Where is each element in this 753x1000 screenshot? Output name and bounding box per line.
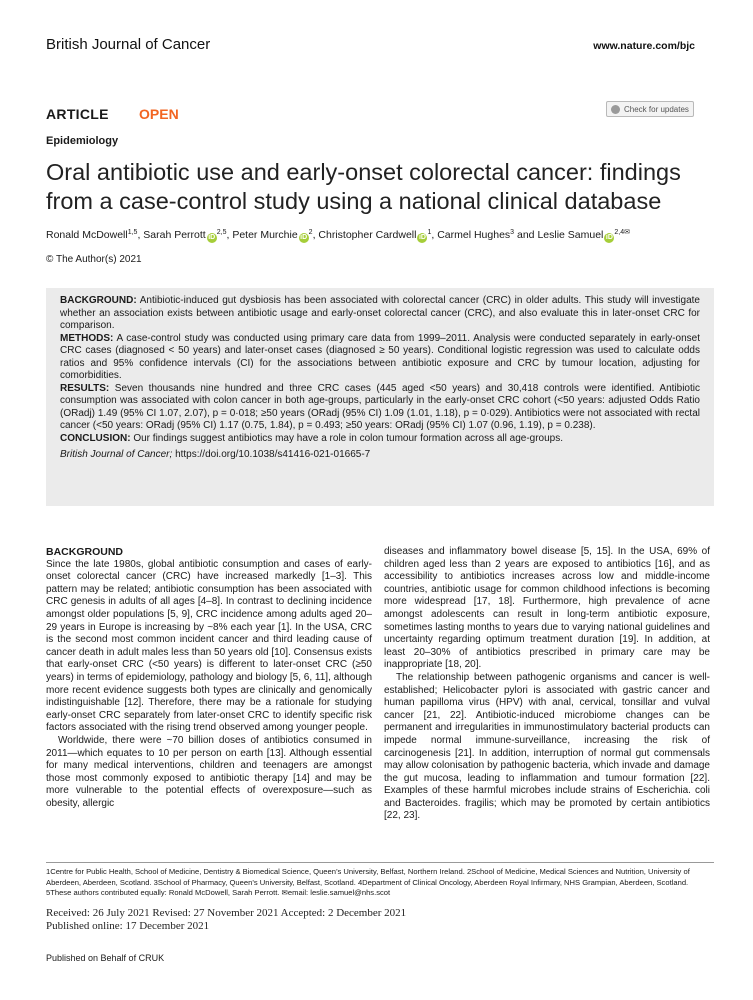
body-paragraph: diseases and inflammatory bowel disease [5, 15]. In the USA, 69% of children aged less than 2 years are exposed to antibiotics [16], and as accessibility to antibiotics increases across low and middle-income countries, antibiotic usage for common childhood infections is becoming more widespread [17, 18]. Furthermore, high prevalence of acne amongst adolescents can result in long-term antibiotic exposure, sometimes lasting months to years due to varying national guidelines and uncertainty regarding optimum treatment duration [19]. In addition, at least 20–30% of antibiotics prescribed in primary care may be inappropriate [18, 20]. <box>384 546 710 671</box>
affiliations-footnote: 1Centre for Public Health, School of Medicine, Dentistry & Biomedical Science, Queen’s University, Belfast, Northern Ireland. 2School of Medicine, Medical Sciences and Nutrition, University of Aberdeen, Aberdeen, Scotland. 3School of Pharmacy, Queen’s University, Belfast, Scotland. 4Department of Clinical Oncology, Aberdeen Royal Infirmary, NHS Grampian, Aberdeen, Scotland. 5These authors contributed equally: Ronald McDowell, Sarah Perrott. ✉email: leslie.samuel@nhs.scot <box>46 867 690 897</box>
author-name[interactable]: Leslie Samuel <box>537 229 604 241</box>
author-affiliation: 1,5 <box>127 229 138 236</box>
update-badge-icon <box>611 105 620 114</box>
abstract-conclusion: CONCLUSION: Our findings suggest antibiotics may have a role in colon tumour formation across all age-groups. <box>60 432 564 444</box>
orcid-icon[interactable]: iD <box>418 234 426 241</box>
publisher-note: Published on Behalf of CRUK <box>46 953 165 963</box>
abstract-methods: METHODS: A case-control study was conducted using primary care data from 1999–2011. Analysis were conducted separately in early-onset CRC cases (diagnosed < 50 years) and later-onset cases (diagnosed ≥ 50 years). Conditional logistic regression was used to calculate odds ratios and 95% confidence intervals (CI) for the associations between antibiotic exposure and CRC by tumour location, adjusting for comorbidities. <box>60 332 700 381</box>
journal-url[interactable]: www.nature.com/bjc <box>593 40 695 52</box>
copyright-notice: © The Author(s) 2021 <box>46 254 142 265</box>
section-heading: BACKGROUND <box>46 546 123 558</box>
footnote-divider <box>46 862 714 863</box>
author-name[interactable]: Christopher Cardwell <box>318 229 417 241</box>
check-for-updates-button[interactable] <box>606 101 694 117</box>
body-paragraph: The relationship between pathogenic organisms and cancer is well-established; Helicobacter pylori is associated with gastric cancer and human papilloma virus (HPV) with anal, cervical, tonsillar and vulval cancer [21, 22]. Antibiotic-induced microbiome changes can be permanent and irregularities in immunostimulatory bacterial products can impede normal immune-surveillance, increasing the risk of carcinogenesis [21]. In addition, interruption of normal gut commensals may allow colonisation by pathogenic bacteria, which invade and damage the gut mucosa, leading to inflammation and tumour formation [22]. Examples of these harmful microbes include strains of Escherichia. coli and Bacteroides. fragilis; which may be promoted by certain antibiotics [22, 23]. <box>384 671 710 822</box>
article-title: Oral antibiotic use and early-onset colorectal cancer: findings from a case-control study using a national clinical database <box>46 159 681 214</box>
publication-dates <box>46 907 406 932</box>
author-affiliation: 2,5 <box>216 229 227 236</box>
body-paragraph: Since the late 1980s, global antibiotic consumption and cases of early-onset colorectal cancer (CRC) have increased markedly [1–3]. This pattern may be related; antibiotic consumption has been associated with CRC genesis in adults of all ages [4–8]. In contrast to declining incidence amongst older populations [5, 9], CRC incidence among adults aged 20–29 years in Europe is increasing by ~8% each year [1]. In the USA, CRC is the second most common incident cancer and third leading cause of cancer death in adult males less than 50 years old [10]. Consensus exists that early-onset CRC (<50 years) is different to later-onset CRC (≥50 years) in terms of epidemiology, pathology and biology [5, 6, 11], although more recent evidence suggests both types are clinically and genomically indistinguishable [12]. Therefore, there may be a rationale for studying early-onset CRC separately from later-onset CRC to identify specific risk factors associated with the rising trend observed among younger people. <box>46 558 372 734</box>
journal-name: British Journal of Cancer <box>46 36 211 53</box>
open-access-label: OPEN <box>139 106 179 122</box>
abstract-box <box>46 288 714 506</box>
orcid-icon[interactable]: iD <box>605 234 613 241</box>
abstract-results: RESULTS: Seven thousands nine hundred and three CRC cases (445 aged <50 years) and 30,418 controls were identified. Antibiotic consumption was associated with colon cancer in both age-groups, particularly in the early-onset CRC cohort (<50 years: adjusted Odds Ratio (ORadj) 1.49 (95% CI 1.07, 2.07), p = 0·018; ≥50 years (ORadj (95% CI) 1.09 (1.01, 1.18), p = 0·029). Antibiotics were not associated with rectal cancer (<50 years: ORadj (95% CI) 1.17 (0.75, 1.84), p = 0.493; ≥50 years: ORadj (95% CI) 1.07 (0.96, 1.19), p = 0.238). <box>60 382 700 431</box>
author-name[interactable]: Sarah Perrott <box>143 229 206 241</box>
subject-label: Epidemiology <box>46 135 119 147</box>
author-list: Ronald McDowell$^{1,5}$, Sarah Perrott iD$^{2,5}$, Peter Murchie $iD^2$, Christopher Cardwell $iD^1$, Carmel Hughes$^3$ and Leslie Samuel $iD^{2,4✉}$ <box>46 229 630 241</box>
orcid-icon[interactable]: iD <box>208 234 216 241</box>
author-name[interactable]: Peter Murchie <box>232 229 298 241</box>
abstract-background: BACKGROUND: Antibiotic-induced gut dysbiosis has been associated with colorectal cancer (CRC) in older adults. This study will investigate whether an association exists between antibiotic usage and early-onset colorectal cancer (CRC), and also evaluate this in later-onset CRC for comparison. <box>60 295 700 331</box>
body-paragraph: Worldwide, there were ~70 billion doses of antibiotics consumed in 2011—which equates to 10 per person on earth [13]. Although essential for many medical interventions, children and teenagers are amongst those most commonly exposed to antibiotic therapy [14] and may be more vulnerable to the potential effects of overexposure—such as obesity, allergic <box>46 734 372 809</box>
dates-line: Received: 26 July 2021 Revised: 27 November 2021 Accepted: 2 December 2021 <box>46 907 407 919</box>
doi-link[interactable]: https://doi.org/10.1038/s41416-021-01665-7 <box>175 449 371 460</box>
orcid-icon[interactable]: iD <box>300 234 308 241</box>
author-affiliation: 1 <box>427 229 432 236</box>
author-affiliation: 3 <box>510 229 515 236</box>
body-column-right <box>384 546 710 823</box>
citation-line: British Journal of Cancer; https://doi.org/10.1038/s41416-021-01665-7 <box>60 449 371 460</box>
body-column-left <box>46 546 372 810</box>
check-for-updates-label: Check for updates <box>624 104 689 114</box>
author-affiliation: 2 <box>308 229 313 236</box>
author-name[interactable]: Ronald McDowell <box>46 229 128 241</box>
author-name[interactable]: Carmel Hughes <box>437 229 511 241</box>
article-type-label: ARTICLE <box>46 106 109 122</box>
author-affiliation: 2,4✉ <box>614 229 630 236</box>
dates-line: Published online: 17 December 2021 <box>46 919 210 932</box>
